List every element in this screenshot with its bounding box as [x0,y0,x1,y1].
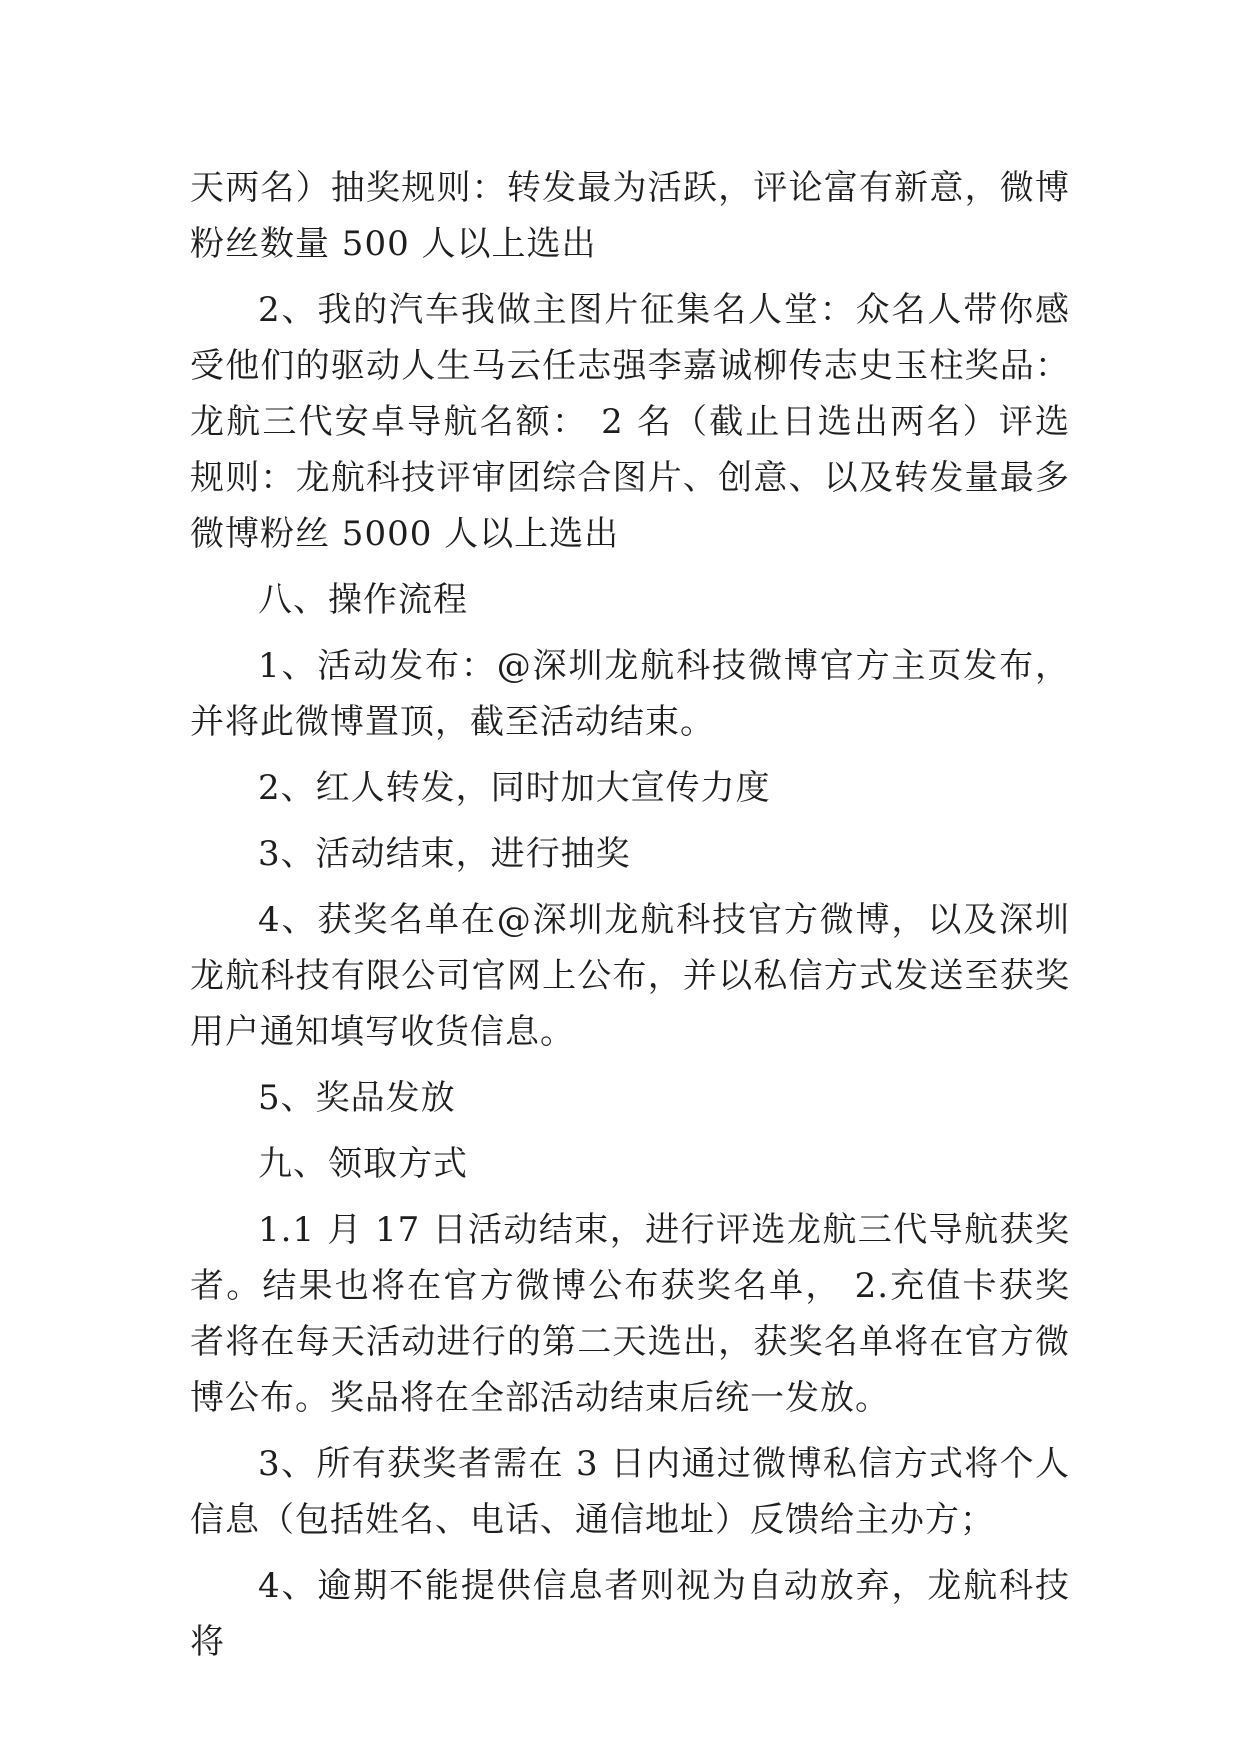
paragraph-claim-4: 4、逾期不能提供信息者则视为自动放弃，龙航科技将 [190,1566,1070,1662]
paragraph-lottery-rules: 天两名）抽奖规则：转发最为活跃，评论富有新意，微博粉丝数量 500 人以上选出 [190,168,1070,264]
paragraph-claim-1-2: 1.1 月 17 日活动结束，进行评选龙航三代导航获奖者。结果也将在官方微博公布获奖名单， 2.充值卡获奖者将在每天活动进行的第二天选出，获奖名单将在官方微博公布。奖品将在全部活动结束后统一发放。 [190,1210,1070,1418]
document-body [190,160,1070,1670]
paragraph-step-3: 3、活动结束，进行抽奖 [258,834,631,874]
paragraph-photo-contest: 2、我的汽车我做主图片征集名人堂：众名人带你感受他们的驱动人生马云任志强李嘉诚柳传志史玉柱奖品：龙航三代安卓导航名额： 2 名（截止日选出两名）评选规则：龙航科技评审团综合图片、创意、以及转发量最多微博粉丝 5000 人以上选出 [190,290,1070,554]
paragraph-step-1: 1、活动发布：@深圳龙航科技微博官方主页发布，并将此微博置顶，截至活动结束。 [190,646,1070,742]
paragraph-step-5: 5、奖品发放 [258,1078,456,1118]
paragraph-claim-3: 3、所有获奖者需在 3 日内通过微博私信方式将个人信息（包括姓名、电话、通信地址）反馈给主办方； [190,1444,1070,1540]
paragraph-step-4: 4、获奖名单在@深圳龙航科技官方微博，以及深圳龙航科技有限公司官网上公布，并以私信方式发送至获奖用户通知填写收货信息。 [190,900,1070,1052]
section-heading-process: 八、操作流程 [258,580,468,620]
paragraph-step-2: 2、红人转发，同时加大宣传力度 [258,768,771,808]
section-heading-claim: 九、领取方式 [258,1144,468,1184]
